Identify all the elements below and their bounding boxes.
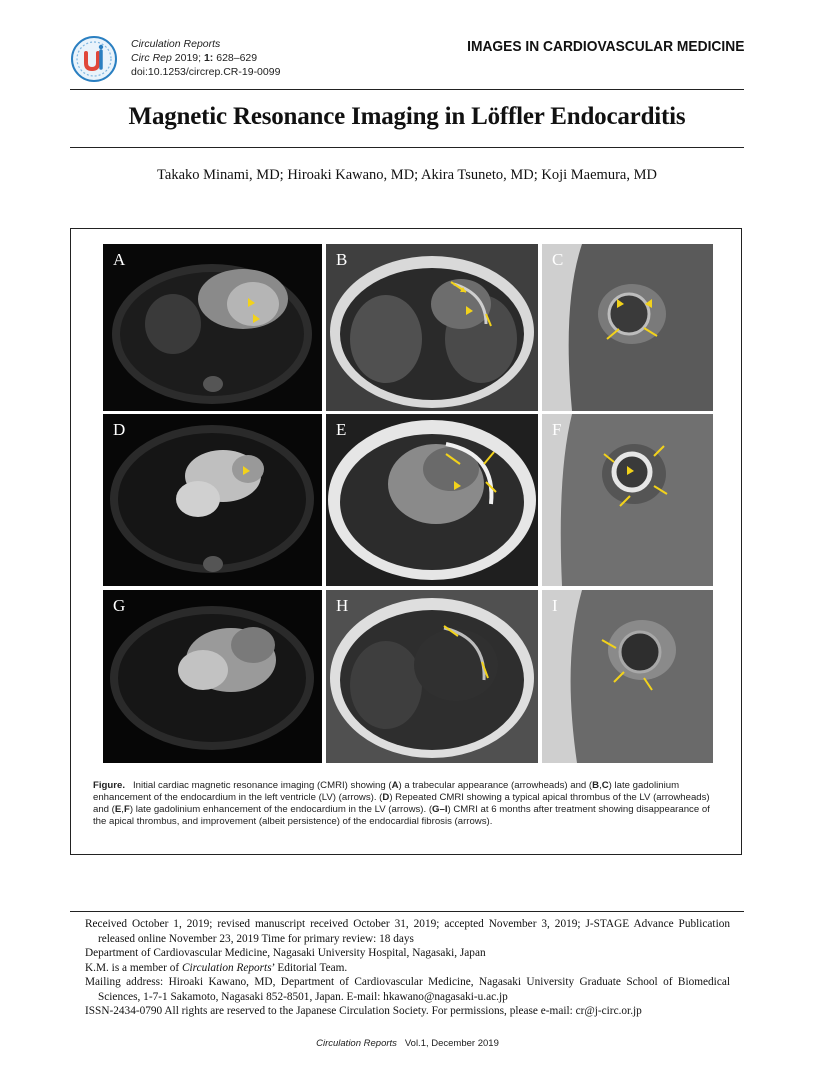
caption-ref: D [382,792,390,803]
caption-text: ) late gadolinium enhancement of the endocardium in the LV (arrows). ( [129,804,433,815]
figure-panels [103,244,713,763]
journal-name: Circulation Reports [131,38,221,50]
caption-ref: C [601,780,609,791]
panel-label: E [336,420,347,439]
panel-i [542,590,713,763]
caption-text: ) CMRI at 6 months after treatment showing disappearance of the apical thrombus, and improvement (albeit persistence) of the endocardial fibrosis (arrows). [93,804,710,827]
header-divider [70,89,744,90]
caption-ref: B [592,780,600,791]
panel-b [326,244,538,411]
panel-e [326,414,538,586]
issn-rights: ISSN-2434-0790 All rights are reserved to the Japanese Circulation Society. For permissions, please e-mail: cr@j-circ.or.jp [85,1005,642,1017]
caption-ref: G–I [432,804,448,815]
editorial-note-prefix: K.M. is a member of [85,961,180,974]
article-title: Magnetic Resonance Imaging in Löffler Endocarditis [128,103,686,130]
footer-journal: Circulation Reports [316,1038,397,1049]
caption-ref: F [123,804,130,815]
panel-f [542,414,713,586]
caption-text: , [599,780,602,791]
citation-line [131,51,280,65]
panel-a [103,244,322,411]
panel-label: H [336,596,349,615]
caption-lead: Figure. [93,780,125,791]
panel-label: A [113,250,126,269]
caption-text: ) a trabecular appearance (arrowheads) and ( [398,780,593,791]
author-list: Takako Minami, MD; Hiroaki Kawano, MD; Akira Tsuneto, MD; Koji Maemura, MD [157,167,657,183]
panel-label: F [552,420,562,439]
panel-g [103,590,322,763]
footnotes [85,917,730,1019]
journal-logo [70,35,118,83]
section-heading: IMAGES IN CARDIOVASCULAR MEDICINE [466,38,744,55]
mailing-address: Mailing address: Hiroaki Kawano, MD, Department of Cardiovascular Medicine, Nagasaki University Graduate School of Biomedical Sciences, 1-7-1 Sakamoto, Nagasaki 852-8501, Japan. E-mail: hkawano@nagasaki-u.ac.jp [85,976,730,1003]
citation-year: 2019; [174,52,202,64]
title-divider [70,147,744,148]
citation-pages: 628–629 [216,52,258,64]
journal-citation-block [131,37,280,79]
caption-text: , [121,804,124,815]
panel-label: B [336,250,348,269]
caption-text: Initial cardiac magnetic resonance imaging (CMRI) showing ( [132,780,392,791]
page-footer [0,1038,815,1049]
editorial-note-suffix: ’ Editorial Team. [271,961,348,974]
panel-label: D [113,420,126,439]
caption-text: ) Repeated CMRI showing a typical apical thrombus of the LV (arrowheads) and ( [93,792,710,815]
editorial-note-journal: Circulation Reports [181,961,272,974]
footer-volume: Vol.1, December 2019 [404,1038,499,1049]
panel-h [326,590,538,763]
figure-caption [93,780,723,828]
caption-ref: A [391,780,399,791]
caption-text: ) late gadolinium enhancement of the endocardium in the left ventricle (LV) (arrows). ( [93,780,680,803]
citation-volume: 1: [203,52,214,64]
editorial-note [85,961,730,976]
doi[interactable]: doi:10.1253/circrep.CR-19-0099 [131,66,281,78]
received-dates: Received October 1, 2019; revised manuscript received October 31, 2019; accepted November 3, 2019; J-STAGE Advance Publication released online November 23, 2019 Time for primary review: 18 days [85,918,730,945]
caption-ref: E [114,804,122,815]
panel-c [542,244,713,411]
footnote-divider [70,911,744,912]
citation-journal: Circ Rep [131,52,172,64]
panel-label: I [552,596,558,615]
panel-label: C [552,250,564,269]
panel-d [103,414,322,586]
department: Department of Cardiovascular Medicine, Nagasaki University Hospital, Nagasaki, Japan [85,947,486,959]
figure [70,228,742,855]
panel-label: G [113,596,126,615]
